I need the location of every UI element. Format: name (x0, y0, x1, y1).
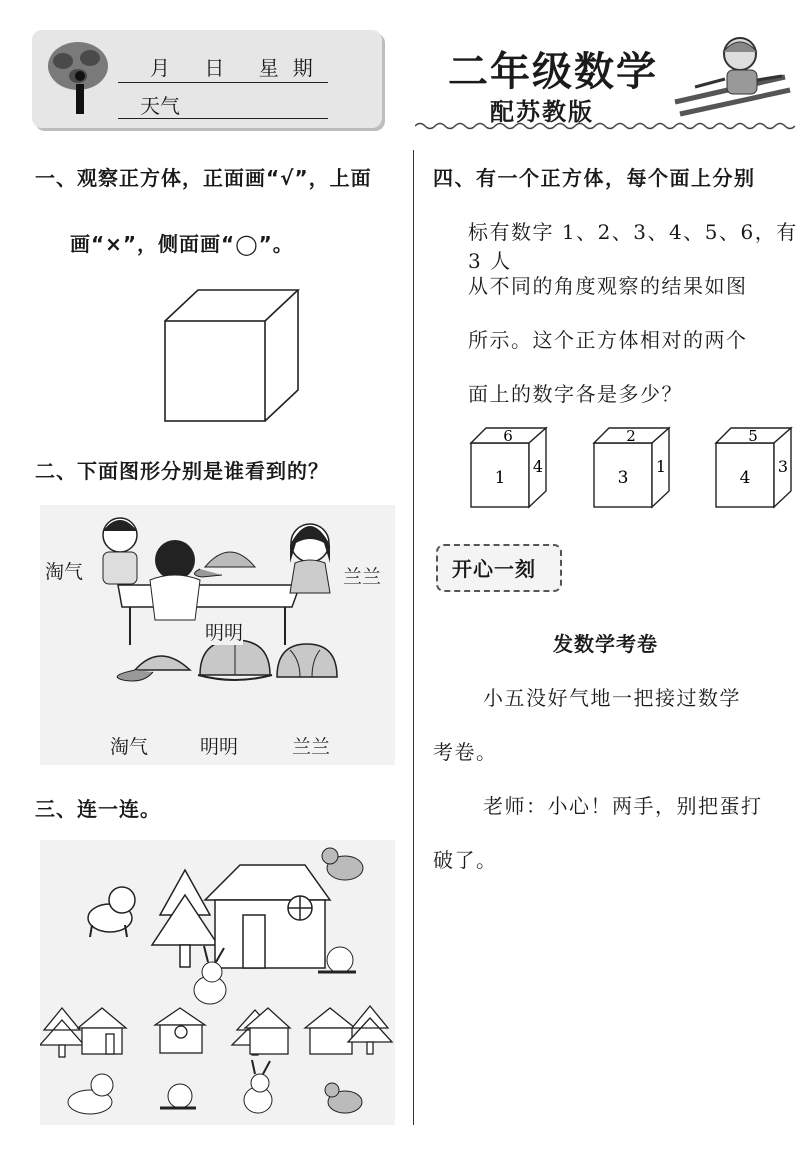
q1-cube-figure (160, 285, 305, 425)
scene-label-taoqi: 淘气 (45, 557, 83, 584)
q2-question: 二、下面图形分别是谁看到的？ (35, 459, 329, 483)
weather-underline (118, 118, 328, 119)
q4-line3: 从不同的角度观察的结果如图 (468, 274, 748, 298)
q4-line2: 标有数字 1、2、3、4、5、6，有 3 人 (468, 220, 798, 273)
sledding-boy-illustration (665, 32, 795, 124)
page-title: 二年级数学 (448, 49, 658, 95)
q1-line1: 一、观察正方体，正面画“√”，上面 (35, 166, 372, 190)
column-divider (413, 150, 414, 1125)
cube2-front-number: 3 (617, 468, 629, 488)
cube1-side-number: 4 (532, 457, 544, 476)
scene-label-lanlan: 兰兰 (343, 562, 381, 589)
fun-badge: 开心一刻 (452, 557, 536, 581)
q1-line2: 画“×”，侧面画“◯”。 (70, 232, 294, 256)
q3-matching-scene (40, 840, 395, 1125)
cube3-top-number: 5 (748, 427, 758, 445)
fun-line3: 老师：小心！两手，别把蛋打 (483, 794, 763, 818)
date-underline (118, 82, 328, 83)
numbered-cube-1 (468, 425, 548, 513)
cube2-top-number: 2 (626, 427, 636, 445)
scene-house-icon (205, 865, 330, 968)
scene-label-mingming: 明明 (205, 618, 243, 645)
q3-question: 三、连一连。 (35, 797, 161, 821)
numbered-cube-3 (713, 425, 795, 513)
fun-line1: 小五没好气地一把接过数学 (483, 686, 741, 710)
answer-label-mingming: 明明 (200, 736, 239, 758)
edition-subtitle: 配苏教版 (490, 97, 594, 126)
q4-line1: 四、有一个正方体，每个面上分别 (433, 166, 756, 190)
q4-line4: 所示。这个正方体相对的两个 (468, 328, 748, 352)
fun-line2: 考卷。 (433, 740, 498, 764)
fun-title: 发数学考卷 (553, 632, 658, 656)
cube1-front-number: 1 (494, 468, 506, 488)
answer-label-lanlan: 兰兰 (292, 736, 331, 758)
cube3-side-number: 3 (777, 457, 789, 476)
cube1-top-number: 6 (503, 427, 513, 445)
weather-label: 天气 (140, 94, 180, 118)
tree-logo-icon (38, 36, 118, 122)
fun-line4: 破了。 (433, 848, 498, 872)
q4-line5: 面上的数字各是多少？ (468, 382, 683, 406)
cube2-side-number: 1 (655, 457, 667, 476)
cube3-front-number: 4 (739, 468, 751, 488)
date-fields: 月 日 星期 (150, 56, 327, 80)
numbered-cube-2 (591, 425, 671, 513)
answer-label-taoqi: 淘气 (110, 736, 149, 758)
